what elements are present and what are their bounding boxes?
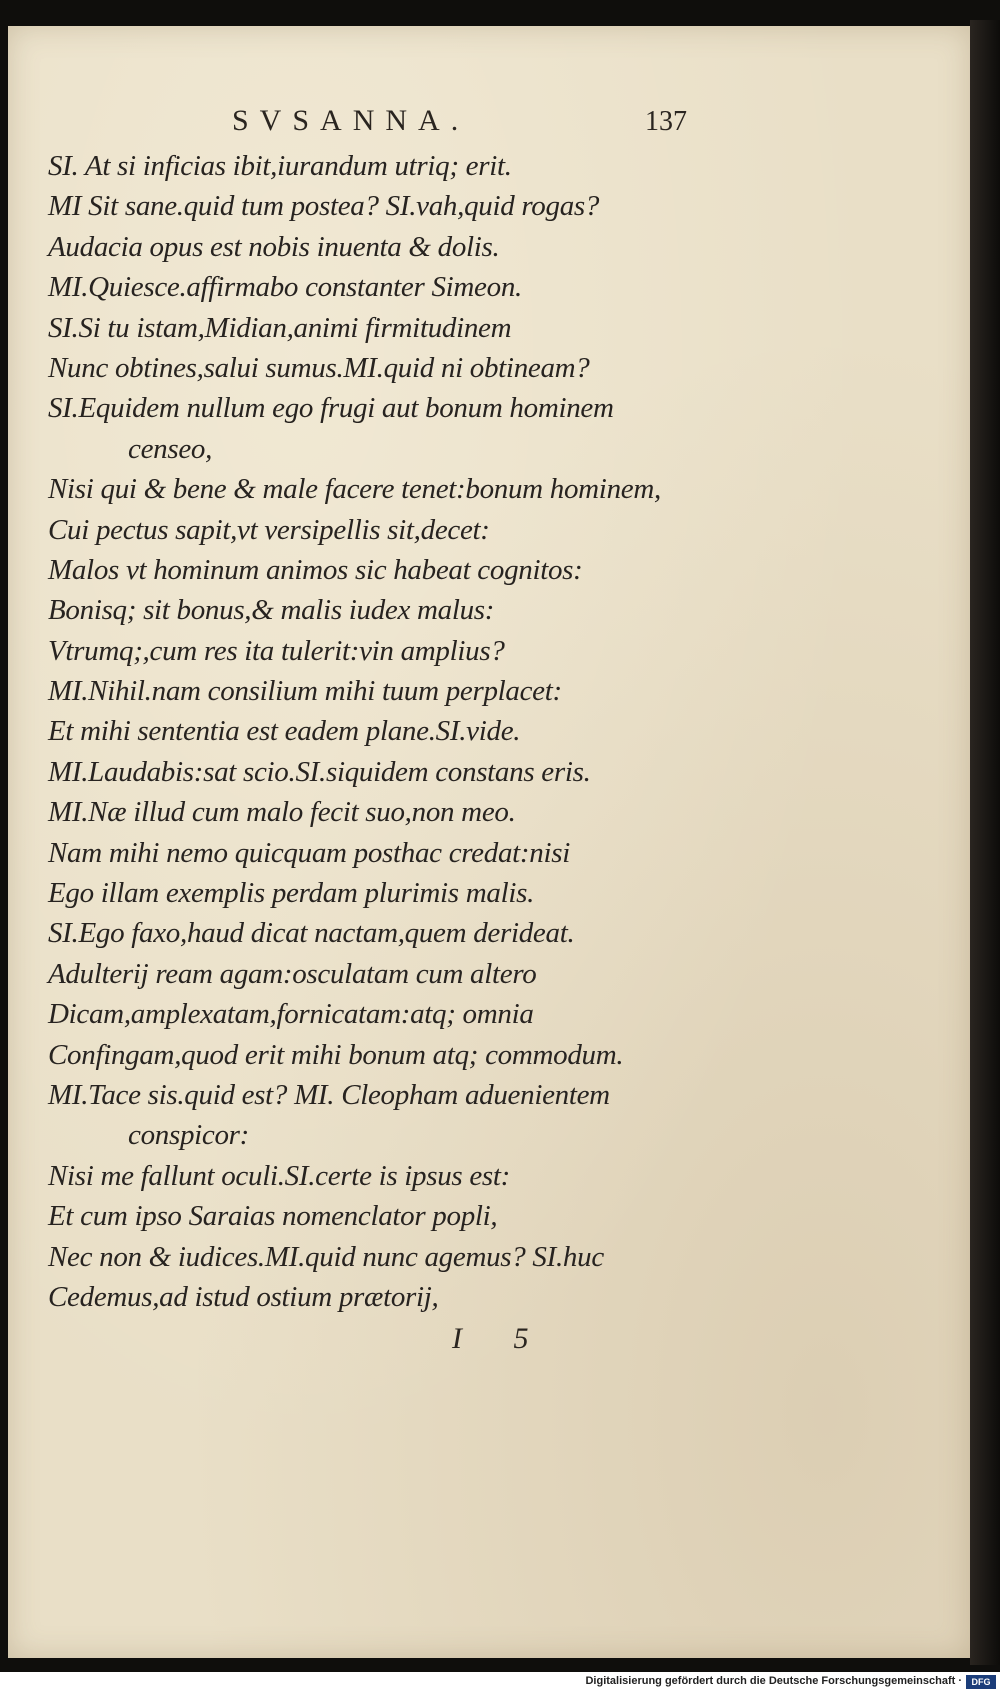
verse-line: Vtrumq;,cum res ita tulerit:vin amplius? (48, 634, 505, 667)
dfg-logo: DFG (966, 1675, 996, 1689)
verse-line: MI Sit sane.quid tum postea? SI.vah,quid rogas? (48, 190, 600, 223)
verse-line: MI.Laudabis:sat scio.SI.siquidem constans eris. (48, 755, 591, 788)
verse-line: Cui pectus sapit,vt versipellis sit,decet: (48, 513, 490, 546)
verse-line-continuation: censeo, (128, 432, 213, 465)
verse-line: SI.Ego faxo,haud dicat nactam,quem derideat. (48, 917, 575, 950)
verse-line: Malos vt hominum animos sic habeat cognitos: (48, 553, 583, 586)
verse-line: MI.Næ illud cum malo fecit suo,non meo. (48, 796, 516, 829)
verse-line: Ego illam exemplis perdam plurimis malis. (48, 877, 535, 910)
verse-line: Nam mihi nemo quicquam posthac credat:nisi (48, 836, 570, 869)
verse-line: Et cum ipso Saraias nomenclator popli, (48, 1200, 498, 1233)
verse-line: Nisi me fallunt oculi.SI.certe is ipsus est: (48, 1159, 511, 1192)
running-title: SVSANNA. (232, 104, 470, 137)
verse-line: MI.Nihil.nam consilium mihi tuum perplacet: (48, 675, 562, 708)
page-number: 137 (645, 106, 687, 137)
verse-line: SI.Equidem nullum ego frugi aut bonum hominem (48, 392, 614, 425)
verse-text (48, 146, 688, 1317)
page-edge-shadow (970, 20, 1000, 1665)
verse-line: Dicam,amplexatam,fornicatam:atq; omnia (48, 998, 534, 1031)
verse-line: Confingam,quod erit mihi bonum atq; commodum. (48, 1038, 624, 1071)
verse-line: Nunc obtines,salui sumus.MI.quid ni obtineam? (48, 351, 590, 384)
verse-line: Cedemus,ad istud ostium prætorij, (48, 1280, 439, 1313)
verse-line: Nec non & iudices.MI.quid nunc agemus? SI.huc (48, 1240, 604, 1273)
verse-line: Bonisq; sit bonus,& malis iudex malus: (48, 594, 495, 627)
funding-credit: Digitalisierung gefördert durch die Deutsche Forschungsgemeinschaft · (585, 1675, 962, 1687)
verse-line: Adulterij ream agam:osculatam cum altero (48, 957, 537, 990)
verse-line: SI. At si inficias ibit,iurandum utriq; erit. (48, 150, 512, 182)
verse-line: SI.Si tu istam,Midian,animi firmitudinem (48, 311, 512, 344)
verse-line: MI.Quiesce.affirmabo constanter Simeon. (48, 271, 522, 304)
page-header (0, 104, 1000, 144)
signature-mark: I 5 (452, 1322, 551, 1355)
verse-line: Et mihi sententia est eadem plane.SI.vide. (48, 715, 521, 748)
digitization-footer (0, 1672, 1000, 1693)
verse-line-continuation: conspicor: (128, 1119, 250, 1152)
verse-line: Nisi qui & bene & male facere tenet:bonum hominem, (48, 473, 661, 506)
verse-line: Audacia opus est nobis inuenta & dolis. (48, 230, 500, 263)
verse-line: MI.Tace sis.quid est? MI. Cleopham aduenientem (48, 1078, 610, 1111)
